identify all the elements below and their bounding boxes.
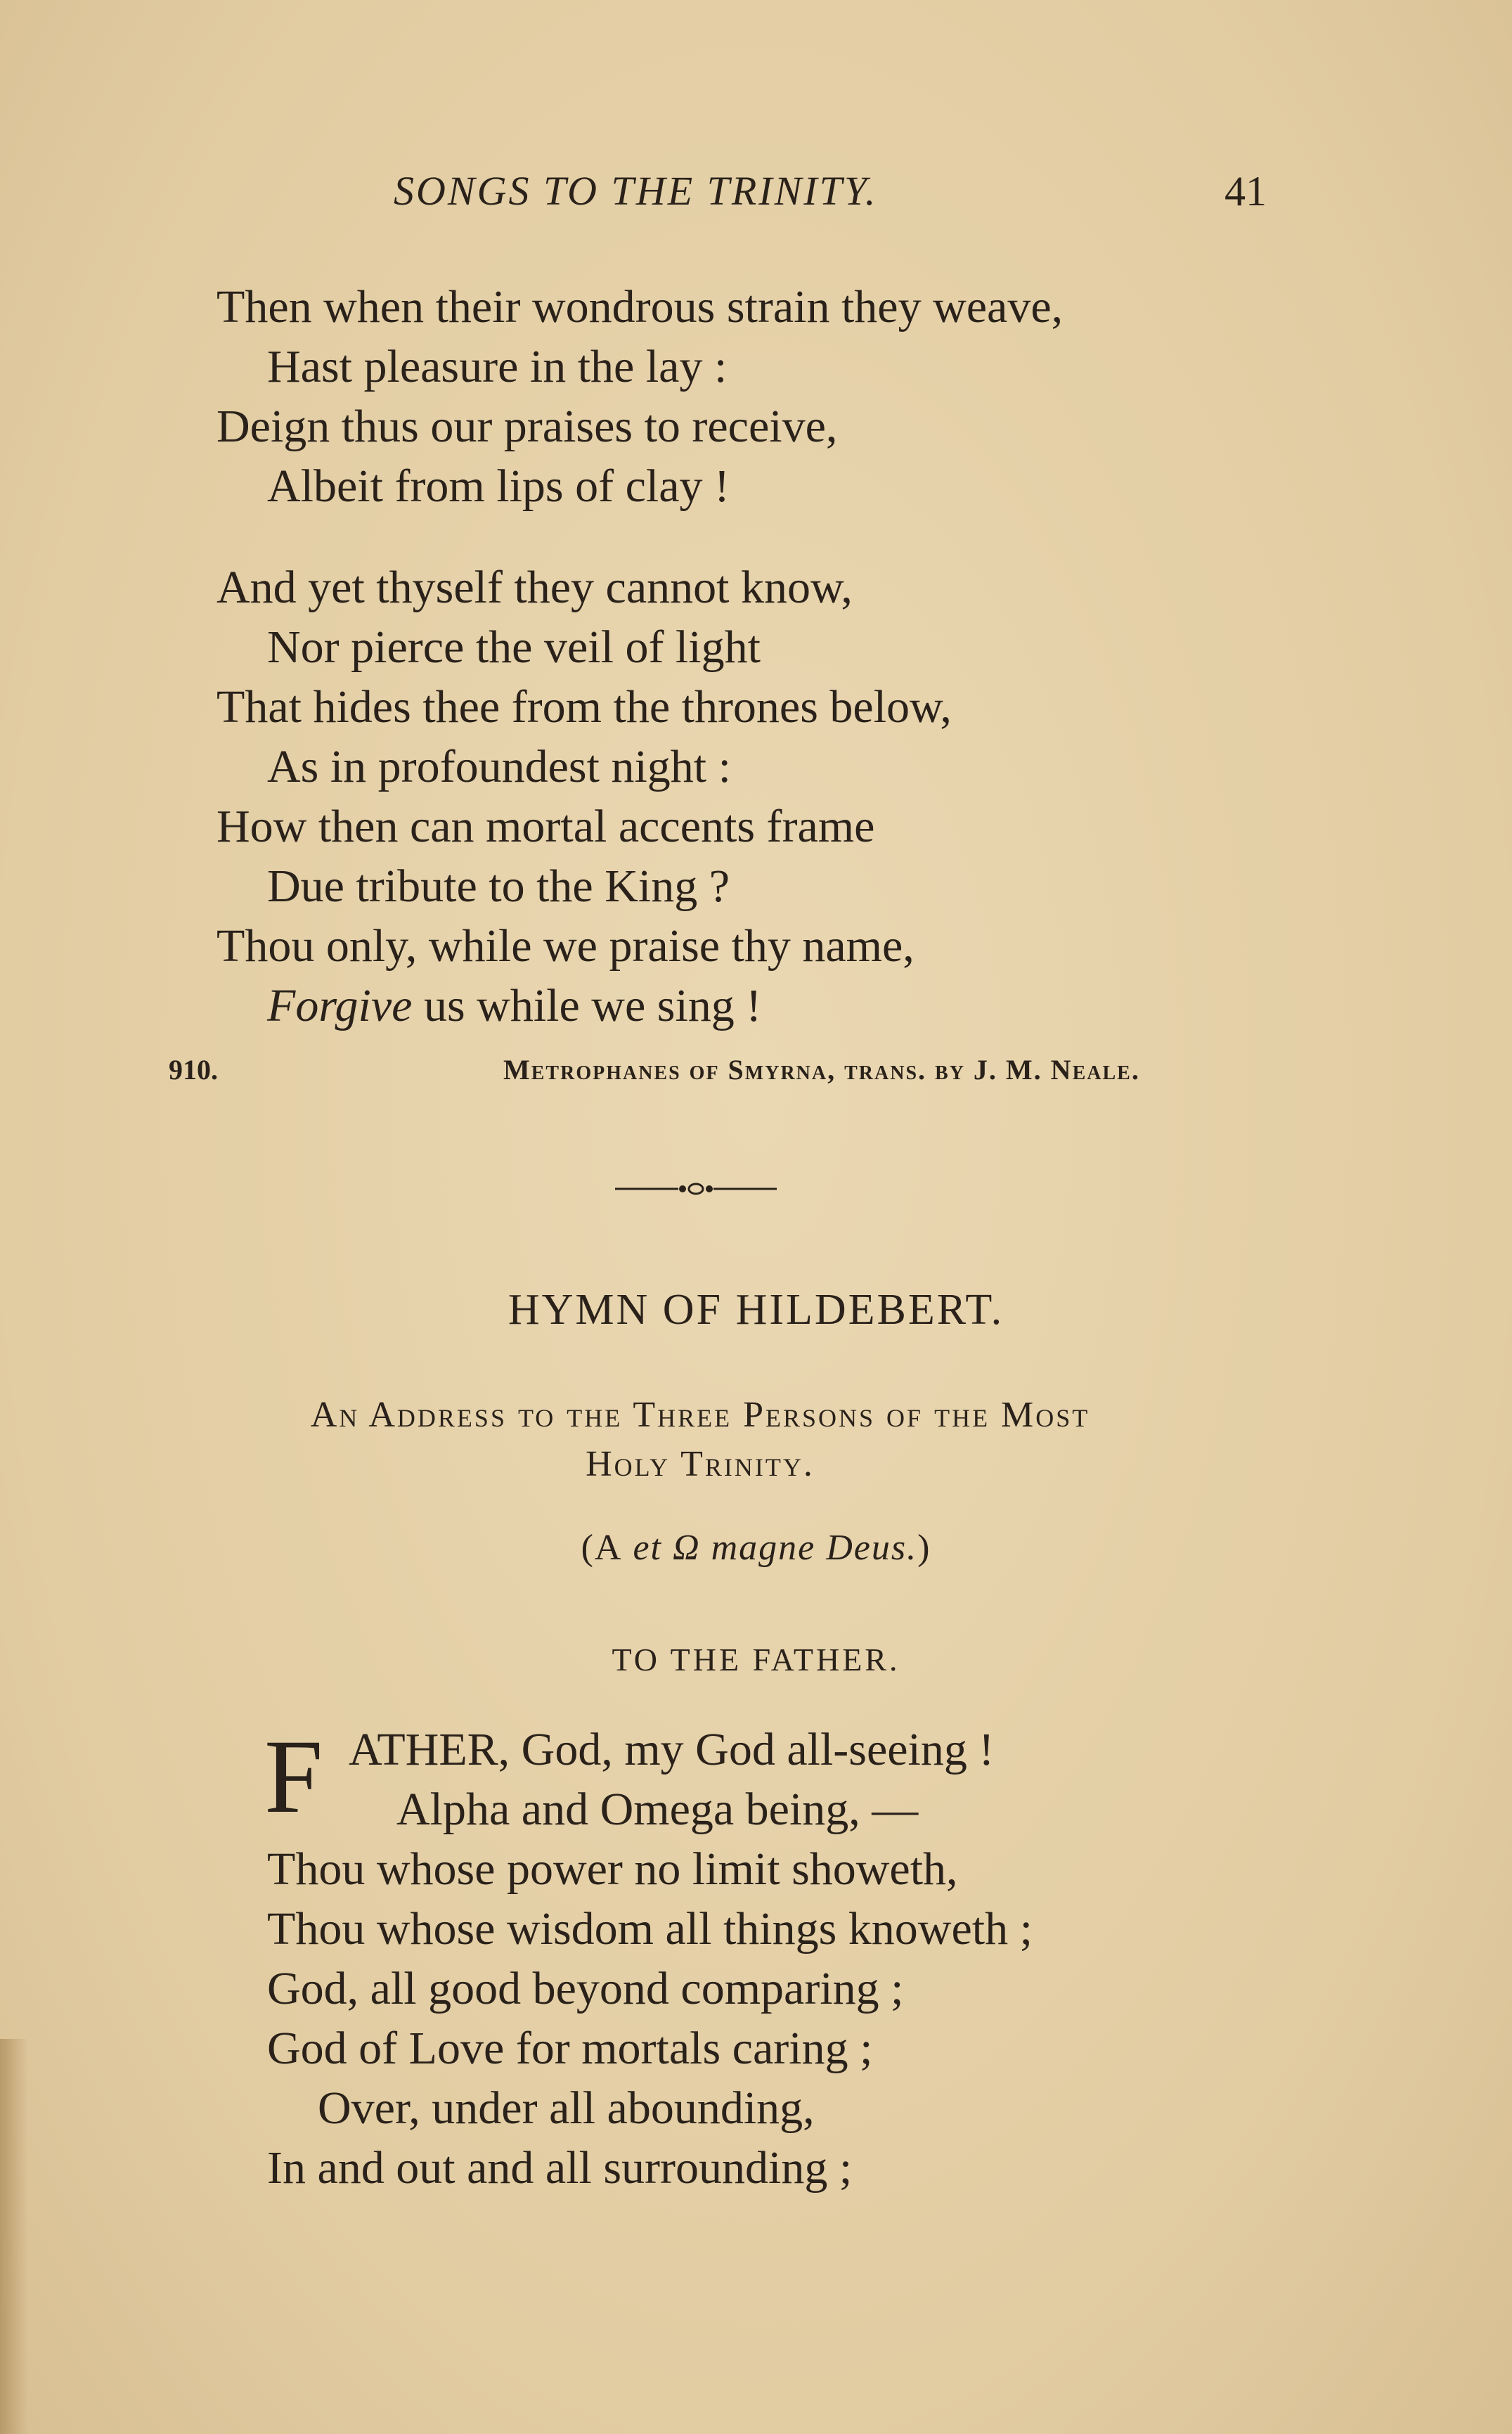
verse-line: Thou whose wisdom all things knoweth ; bbox=[267, 1903, 1033, 1955]
page-number: 41 bbox=[1225, 168, 1267, 214]
italic-word: Forgive bbox=[267, 980, 413, 1031]
drop-cap: F bbox=[264, 1718, 323, 1835]
ornament-divider-icon bbox=[615, 1178, 777, 1199]
verse-line: God, all good beyond comparing ; bbox=[267, 1963, 904, 2014]
verse-line: That hides thee from the thrones below, bbox=[217, 681, 952, 733]
verse-line: Hast pleasure in the lay : bbox=[267, 341, 728, 392]
verse-line-rest: us while we sing ! bbox=[412, 980, 762, 1031]
latin-paren-open: ( bbox=[581, 1528, 595, 1568]
previous-hymn-verses bbox=[0, 277, 1512, 1036]
verse-line: Albeit from lips of clay ! bbox=[267, 461, 730, 512]
latin-a: A bbox=[594, 1528, 623, 1568]
latin-paren-close: ) bbox=[917, 1528, 931, 1568]
verse-line: God of Love for mortals caring ; bbox=[267, 2023, 873, 2074]
verse-line: How then can mortal accents frame bbox=[217, 801, 875, 852]
verse-line: In and out and all surrounding ; bbox=[267, 2142, 853, 2194]
verse-line: Thou whose power no limit showeth, bbox=[267, 1843, 958, 1895]
hymn-number: 910. bbox=[169, 1054, 218, 1086]
subtitle-line: An Address to the Three Persons of the Most bbox=[310, 1395, 1090, 1435]
latin-words: et Ω magne Deus. bbox=[622, 1528, 918, 1568]
running-head bbox=[0, 167, 1512, 217]
stanza-break bbox=[0, 516, 1512, 558]
subtitle-line: Holy Trinity. bbox=[586, 1444, 815, 1484]
verse-line: Over, under all abounding, bbox=[318, 2082, 815, 2134]
hymn-title: HYMN OF HILDEBERT. bbox=[508, 1286, 1004, 1334]
verse-line: Due tribute to the King ? bbox=[267, 861, 730, 912]
hymn-verses bbox=[0, 1720, 1512, 2198]
verse-line-last bbox=[0, 976, 1512, 1036]
verse-line: Alpha and Omega being, — bbox=[396, 1784, 919, 1835]
verse-line: And yet thyself they cannot know, bbox=[217, 562, 853, 613]
author-attribution: Metrophanes of Smyrna, trans. by J. M. Neale. bbox=[503, 1054, 1140, 1086]
hymn-subtitle bbox=[166, 1391, 1234, 1489]
section-heading: TO THE FATHER. bbox=[612, 1642, 900, 1678]
running-title: SONGS TO THE TRINITY. bbox=[394, 168, 878, 214]
verse-line: Deign thus our praises to receive, bbox=[217, 401, 838, 452]
attribution-line bbox=[0, 1053, 1512, 1088]
verse-line: Thou only, while we praise thy name, bbox=[217, 920, 915, 972]
verse-line-first: ATHER, God, my God all-seeing ! bbox=[349, 1724, 995, 1775]
verse-line: Then when their wondrous strain they weave, bbox=[217, 281, 1064, 333]
verse-line: Nor pierce the veil of light bbox=[267, 622, 761, 673]
verse-line: As in profoundest night : bbox=[267, 741, 731, 792]
latin-incipit bbox=[0, 1527, 1512, 1569]
